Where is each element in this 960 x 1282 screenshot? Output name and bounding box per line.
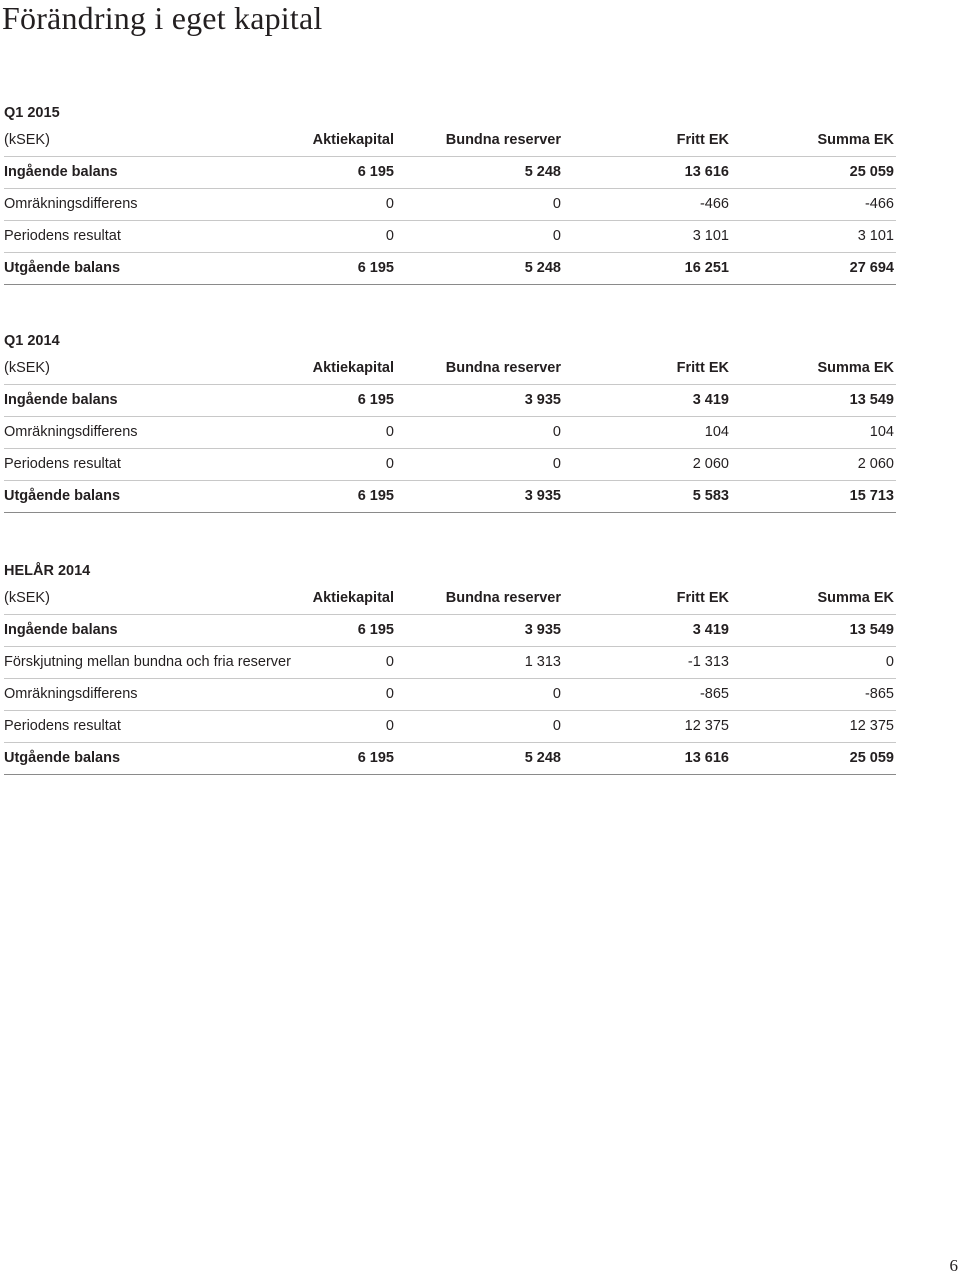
- cell-bundna-reserver: 0: [552, 456, 561, 472]
- header-fritt-ek: Fritt EK: [676, 132, 729, 148]
- cell-bundna-reserver: 3 935: [524, 392, 561, 408]
- table-row: [4, 449, 896, 481]
- table-row: [4, 679, 896, 711]
- cell-fritt-ek: 3 101: [692, 228, 729, 244]
- cell-bundna-reserver: 5 248: [524, 164, 561, 180]
- table-row: [4, 253, 896, 285]
- row-label: Ingående balans: [4, 164, 118, 180]
- equity-table-q1-2015: [4, 101, 896, 285]
- page-number: 6: [949, 1256, 958, 1275]
- cell-bundna-reserver: 5 248: [524, 750, 561, 766]
- table-header-row: [4, 125, 896, 157]
- table-row: [4, 385, 896, 417]
- header-bundna-reserver: Bundna reserver: [445, 132, 561, 148]
- cell-fritt-ek: -865: [699, 686, 729, 702]
- cell-aktiekapital: 0: [385, 424, 394, 440]
- cell-summa-ek: 13 549: [849, 622, 894, 638]
- cell-summa-ek: 0: [885, 654, 894, 670]
- header-summa-ek: Summa EK: [817, 360, 894, 376]
- table-row: [4, 743, 896, 775]
- cell-summa-ek: 25 059: [849, 164, 894, 180]
- header-aktiekapital: Aktiekapital: [312, 132, 394, 148]
- row-label: Utgående balans: [4, 750, 121, 766]
- cell-summa-ek: 25 059: [849, 750, 894, 766]
- header-fritt-ek: Fritt EK: [676, 590, 729, 606]
- cell-aktiekapital: 6 195: [357, 622, 394, 638]
- cell-summa-ek: 13 549: [849, 392, 894, 408]
- row-label: Omräkningsdifferens: [4, 686, 138, 702]
- cell-fritt-ek: 2 060: [692, 456, 729, 472]
- cell-aktiekapital: 0: [385, 456, 394, 472]
- table-row: [4, 221, 896, 253]
- cell-summa-ek: 12 375: [849, 718, 894, 734]
- cell-bundna-reserver: 0: [552, 228, 561, 244]
- row-label: Periodens resultat: [4, 718, 121, 734]
- section-title: Q1 2014: [4, 333, 60, 349]
- table-row: [4, 615, 896, 647]
- cell-bundna-reserver: 1 313: [524, 654, 561, 670]
- cell-bundna-reserver: 0: [552, 686, 561, 702]
- cell-fritt-ek: 16 251: [684, 260, 729, 276]
- cell-summa-ek: 15 713: [849, 488, 894, 504]
- header-summa-ek: Summa EK: [817, 590, 894, 606]
- cell-bundna-reserver: 3 935: [524, 622, 561, 638]
- cell-summa-ek: 104: [869, 424, 894, 440]
- header-bundna-reserver: Bundna reserver: [445, 360, 561, 376]
- row-label: Utgående balans: [4, 260, 121, 276]
- cell-aktiekapital: 0: [385, 228, 394, 244]
- cell-bundna-reserver: 0: [552, 424, 561, 440]
- cell-summa-ek: -466: [864, 196, 894, 212]
- cell-fritt-ek: -466: [699, 196, 729, 212]
- row-label: Förskjutning mellan bundna och fria reserver: [4, 654, 291, 670]
- cell-fritt-ek: 3 419: [692, 392, 729, 408]
- cell-aktiekapital: 0: [385, 196, 394, 212]
- cell-bundna-reserver: 0: [552, 196, 561, 212]
- row-label: Periodens resultat: [4, 456, 121, 472]
- cell-fritt-ek: 3 419: [692, 622, 729, 638]
- cell-fritt-ek: 104: [704, 424, 729, 440]
- table-row: [4, 189, 896, 221]
- page-title: Förändring i eget kapital: [2, 0, 323, 36]
- section-title: HELÅR 2014: [4, 563, 91, 579]
- section-title: Q1 2015: [4, 105, 60, 121]
- cell-summa-ek: 3 101: [857, 228, 894, 244]
- row-label: Ingående balans: [4, 392, 118, 408]
- cell-aktiekapital: 0: [385, 686, 394, 702]
- cell-aktiekapital: 6 195: [357, 392, 394, 408]
- cell-aktiekapital: 0: [385, 718, 394, 734]
- row-label: Omräkningsdifferens: [4, 196, 138, 212]
- header-unit: (kSEK): [4, 132, 50, 148]
- equity-table-helar-2014: [4, 559, 896, 775]
- header-fritt-ek: Fritt EK: [676, 360, 729, 376]
- header-summa-ek: Summa EK: [817, 132, 894, 148]
- cell-summa-ek: 27 694: [849, 260, 894, 276]
- header-aktiekapital: Aktiekapital: [312, 590, 394, 606]
- cell-fritt-ek: 12 375: [684, 718, 729, 734]
- cell-aktiekapital: 6 195: [357, 164, 394, 180]
- table-row: [4, 157, 896, 189]
- header-unit: (kSEK): [4, 360, 50, 376]
- row-label: Ingående balans: [4, 622, 118, 638]
- cell-aktiekapital: 6 195: [357, 750, 394, 766]
- cell-aktiekapital: 6 195: [357, 260, 394, 276]
- cell-summa-ek: -865: [864, 686, 894, 702]
- header-unit: (kSEK): [4, 590, 50, 606]
- cell-bundna-reserver: 5 248: [524, 260, 561, 276]
- header-bundna-reserver: Bundna reserver: [445, 590, 561, 606]
- equity-table-q1-2014: [4, 329, 896, 513]
- table-row: [4, 481, 896, 513]
- cell-fritt-ek: 5 583: [692, 488, 729, 504]
- cell-aktiekapital: 0: [385, 654, 394, 670]
- table-row: [4, 417, 896, 449]
- table-row: [4, 711, 896, 743]
- table-header-row: [4, 583, 896, 615]
- header-aktiekapital: Aktiekapital: [312, 360, 394, 376]
- table-header-row: [4, 353, 896, 385]
- cell-bundna-reserver: 0: [552, 718, 561, 734]
- cell-fritt-ek: -1 313: [687, 654, 729, 670]
- table-row: [4, 647, 896, 679]
- row-label: Omräkningsdifferens: [4, 424, 138, 440]
- cell-fritt-ek: 13 616: [684, 164, 729, 180]
- cell-bundna-reserver: 3 935: [524, 488, 561, 504]
- row-label: Periodens resultat: [4, 228, 121, 244]
- cell-summa-ek: 2 060: [857, 456, 894, 472]
- cell-fritt-ek: 13 616: [684, 750, 729, 766]
- cell-aktiekapital: 6 195: [357, 488, 394, 504]
- row-label: Utgående balans: [4, 488, 121, 504]
